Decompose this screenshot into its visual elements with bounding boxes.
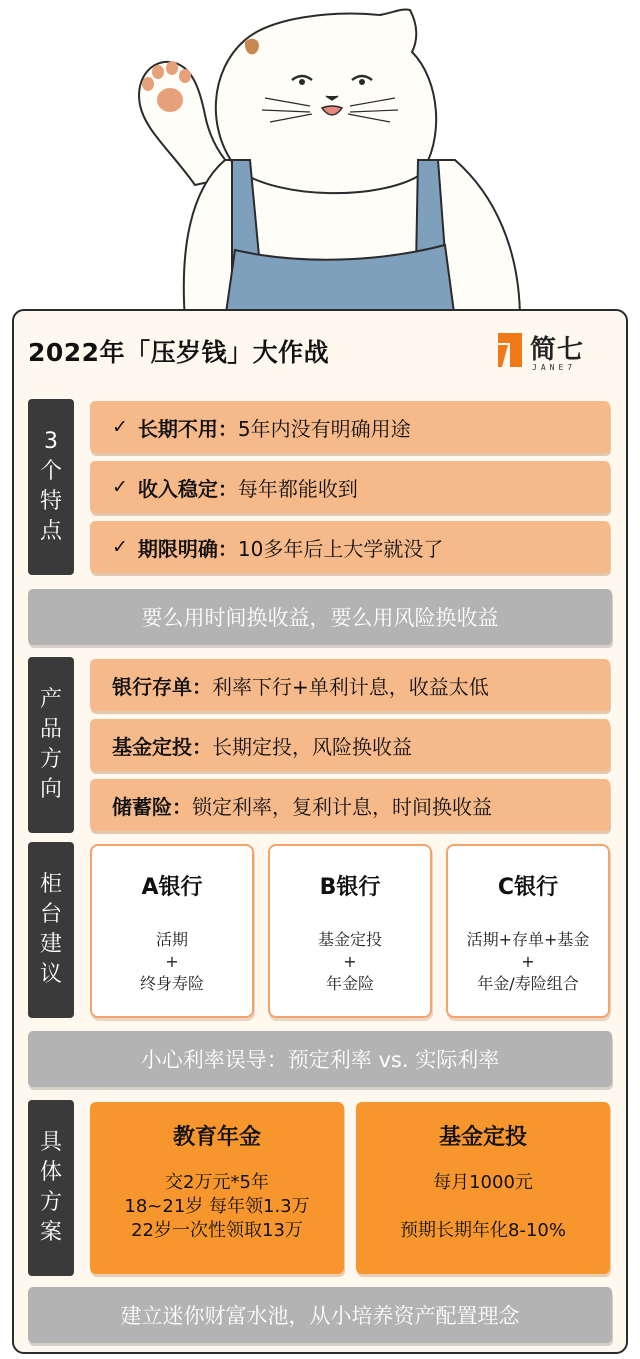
check-icon: ✓ [112,476,128,498]
bank-card-b: B银行 基金定投 + 年金险 [268,844,432,1018]
product-item: 基金定投： 长期定投，风险换收益 [90,719,610,771]
section-label-features: 3 个 特 点 [28,399,74,575]
warning-banner: 小心利率误导：预定利率 vs. 实际利率 [28,1031,612,1087]
feature-item: ✓ 期限明确： 10多年后上大学就没了 [90,521,610,573]
conclusion-banner: 建立迷你财富水池，从小培养资产配置理念 [28,1287,612,1343]
brand-mark-icon [496,331,524,369]
summary-banner: 要么用时间换收益，要么用风险换收益 [28,589,612,645]
brand-logo [496,327,606,375]
strategy-card [12,309,628,1354]
bank-card-c: C银行 活期+存单+基金 + 年金/寿险组合 [446,844,610,1018]
cat-mascot-illustration [0,0,640,320]
plan-card-fund-investment: 基金定投 每月1000元 预期长期年化8-10% [356,1102,610,1274]
plan-card-education-annuity: 教育年金 交2万元*5年 18~21岁 每年领1.3万 22岁一次性领取13万 [90,1102,344,1274]
check-icon: ✓ [112,536,128,558]
section-label-products: 产 品 方 向 [28,657,74,833]
check-icon: ✓ [112,416,128,438]
section-label-counter: 柜 台 建 议 [28,842,74,1018]
product-item: 储蓄险： 锁定利率，复利计息，时间换收益 [90,779,610,831]
bank-card-a: A银行 活期 + 终身寿险 [90,844,254,1018]
brand-name-en: JANE7 [532,363,577,372]
feature-item: ✓ 长期不用： 5年内没有明确用途 [90,401,610,453]
feature-item: ✓ 收入稳定： 每年都能收到 [90,461,610,513]
section-label-plans: 具 体 方 案 [28,1100,74,1276]
brand-name: 简七 [530,335,585,365]
product-item: 银行存单： 利率下行+单利计息，收益太低 [90,659,610,711]
page-title: 2022年「压岁钱」大作战 [28,338,330,367]
